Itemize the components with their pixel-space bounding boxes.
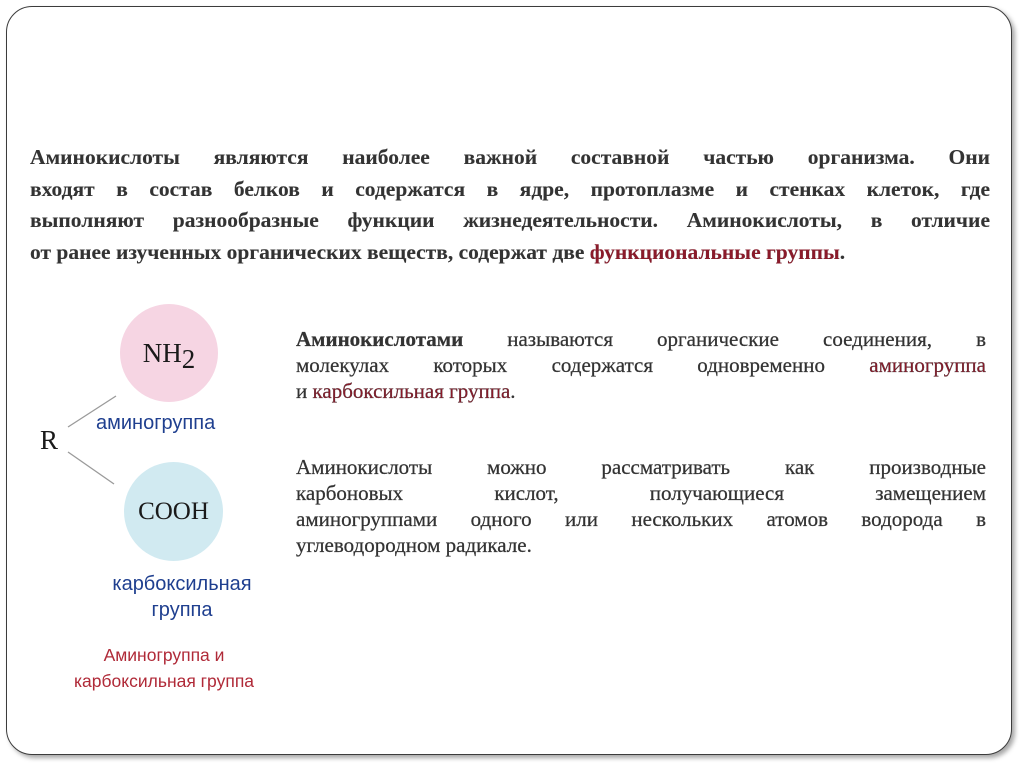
carboxyl-formula: COOH [138, 497, 209, 525]
intro-line: входят в состав белков и содержатся в ядре, протоплазме и стенках клеток, где [30, 176, 990, 201]
amino-group-label: аминогруппа [96, 412, 216, 434]
description-line: Аминокислоты можно рассматривать как производные [296, 455, 986, 479]
caption-line: карбоксильная группа [73, 671, 255, 691]
intro-line: Аминокислоты являются наиболее важной составной частью организма. Они [30, 145, 990, 169]
carboxyl-group-circle [124, 462, 223, 561]
definition-text: называются органические соединения, в [463, 327, 986, 351]
carboxyl-label-line: группа [151, 599, 213, 621]
definition-line [296, 352, 986, 378]
definition-text: и [296, 379, 313, 403]
intro-period: . [839, 239, 846, 264]
carboxyl-group-highlight: карбоксильная группа [312, 379, 511, 403]
intro-text: от ранее изученных органических веществ, содержат две [30, 239, 590, 264]
amino-formula-main: NH [142, 337, 182, 368]
description-paragraph [296, 454, 986, 558]
bond-line-carboxyl [68, 452, 114, 484]
caption-line: Аминогруппа и [103, 645, 225, 665]
functional-groups-highlight: функциональные группы [589, 239, 840, 264]
description-line: углеводородном радикале. [296, 533, 532, 557]
description-line: карбоновых кислот, получающиеся замещением [296, 481, 986, 505]
amino-formula-subscript: 2 [181, 343, 196, 374]
definition-text: молекулах которых содержатся одновременно [296, 353, 870, 377]
description-line: аминогруппами одного или нескольких атомов водорода в [296, 507, 986, 531]
diagram-caption [44, 642, 284, 694]
definition-term: Аминокислотами [296, 327, 464, 351]
definition-period: . [510, 379, 516, 403]
carboxyl-group-label [84, 571, 280, 623]
amino-formula [142, 337, 196, 374]
amino-group-circle [120, 304, 218, 402]
intro-line: выполняют разнообразные функции жизнедеятельности. Аминокислоты, в отличие [30, 208, 990, 232]
definition-paragraph [296, 326, 986, 404]
definition-line [296, 378, 986, 404]
carboxyl-label-line: карбоксильная [112, 573, 252, 595]
radical-label: R [40, 425, 59, 455]
definition-line [296, 326, 986, 352]
amino-group-highlight: аминогруппа [869, 353, 986, 377]
